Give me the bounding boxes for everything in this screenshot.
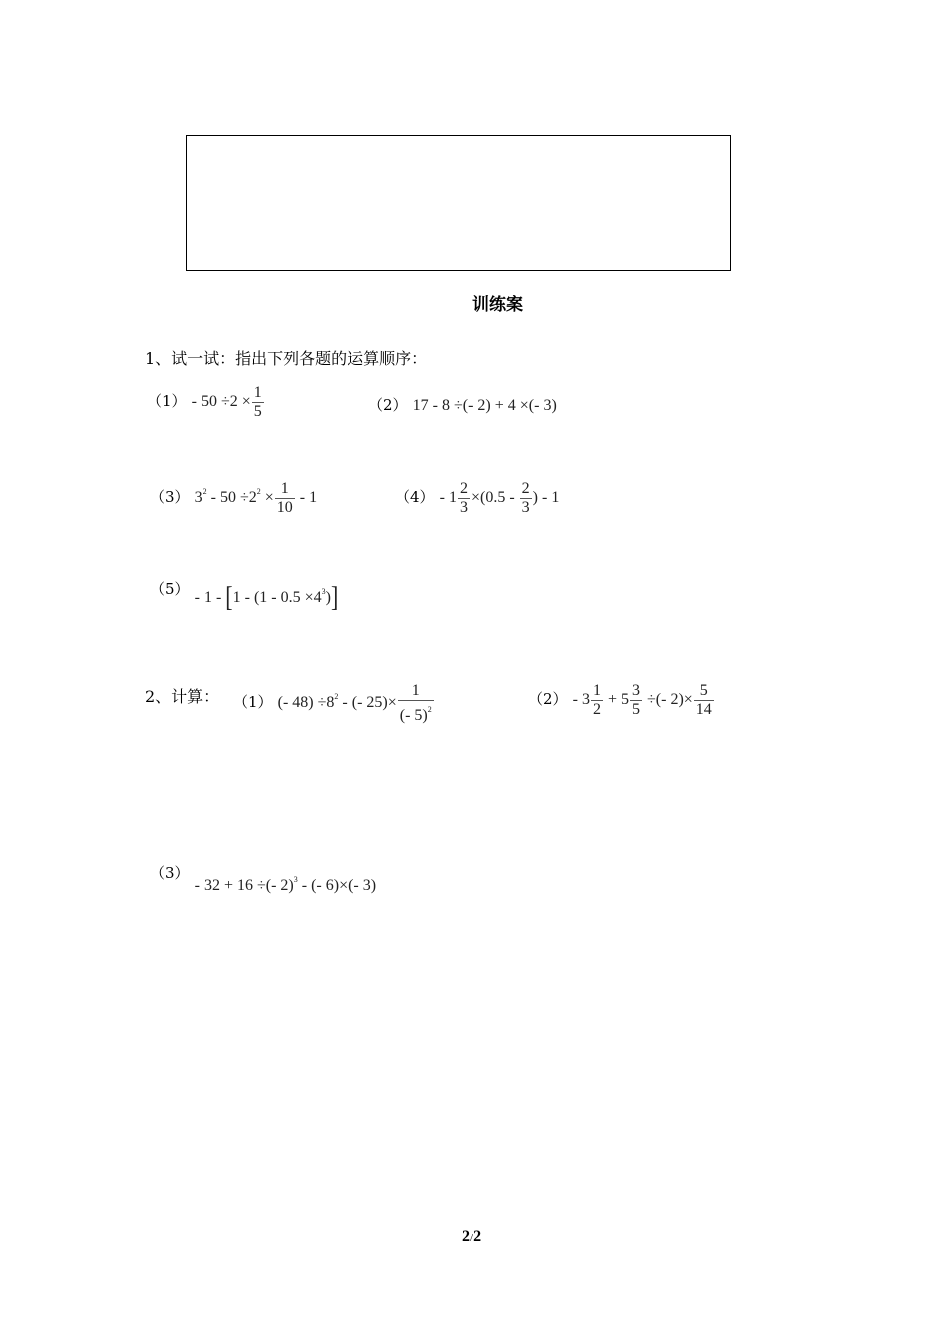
answer-box — [186, 135, 731, 271]
fraction: $\frac{2}{3}$ — [459, 480, 468, 516]
question-2-prompt: 2、计算： — [145, 687, 220, 706]
expression: - 3 $\frac{1}{2}$ + 5 $\frac{3}{5}$ ÷(- 2)× $\frac{5}{14}$ — [572, 682, 712, 718]
fraction: $\frac{1}{5}$ — [253, 384, 262, 420]
section-title: 训练案 — [472, 295, 523, 314]
expression: - 1 $\frac{2}{3}$ ×(0.5 - $\frac{2}{3}$ ) - 1 — [439, 480, 560, 516]
q1-item-3: （3） $3^2 - 50 \div 2^2$ × $\frac{1}{10}$ - 1 — [150, 480, 318, 516]
fraction: $\frac{3}{5}$ — [632, 682, 640, 718]
q1-item-2: （2） 17 - 8 ÷(- 2) + 4 ×(- 3) — [368, 396, 557, 414]
expression: 17 - 8 ÷(- 2) + 4 ×(- 3) — [412, 397, 557, 414]
fraction: $\frac{5}{14}$ — [695, 682, 712, 718]
expression: $3^2 - 50 \div 2^2$ × $\frac{1}{10}$ - 1 — [194, 480, 318, 516]
fraction: $\frac{1}{(- 5)^2}$ — [399, 682, 432, 724]
q1-item-4: （4） - 1 $\frac{2}{3}$ ×(0.5 - $\frac{2}{3}$ ) - 1 — [395, 480, 560, 516]
q2-item-1: （1） (- $48) \div 8^2$ - (- 25)× $\frac{1}{(- 5)^2}$ — [233, 682, 435, 725]
fraction: $\frac{2}{3}$ — [521, 480, 530, 516]
expression: - 50 ÷2 × $\frac{1}{5}$ — [191, 384, 262, 420]
question-1-prompt: 1、试一试：指出下列各题的运算顺序： — [145, 349, 428, 368]
q1-item-1: （1） - 50 ÷2 × $\frac{1}{5}$ — [147, 384, 265, 421]
fraction: $\frac{1}{10}$ — [276, 480, 293, 516]
expression: (- $48) \div 8^2$ - (- 25)× $\frac{1}{(- 5)^2}$ — [277, 682, 432, 724]
q2-item-3: （3） - 32 + 16 ÷(- 2)$^3$ - (- 6)×(- 3) — [150, 864, 377, 894]
page-number: 2/2 — [462, 1228, 482, 1245]
expression: - 32 + 16 ÷(- 2)$^3$ - (- 6)×(- 3) — [194, 875, 377, 894]
q2-item-2: （2） - 3 $\frac{1}{2}$ + 5 $\frac{3}{5}$ ÷(- 2)× $\frac{5}{14}$ — [528, 682, 715, 719]
fraction: $\frac{1}{2}$ — [592, 682, 601, 718]
expression: - $1 - [1 - (1 - 0.5 \times 4^3)]$ — [194, 580, 339, 613]
q1-item-5: $(5) - 1 - [1 - (1 - 0.5 \times 4^3)]$ — [150, 580, 339, 613]
